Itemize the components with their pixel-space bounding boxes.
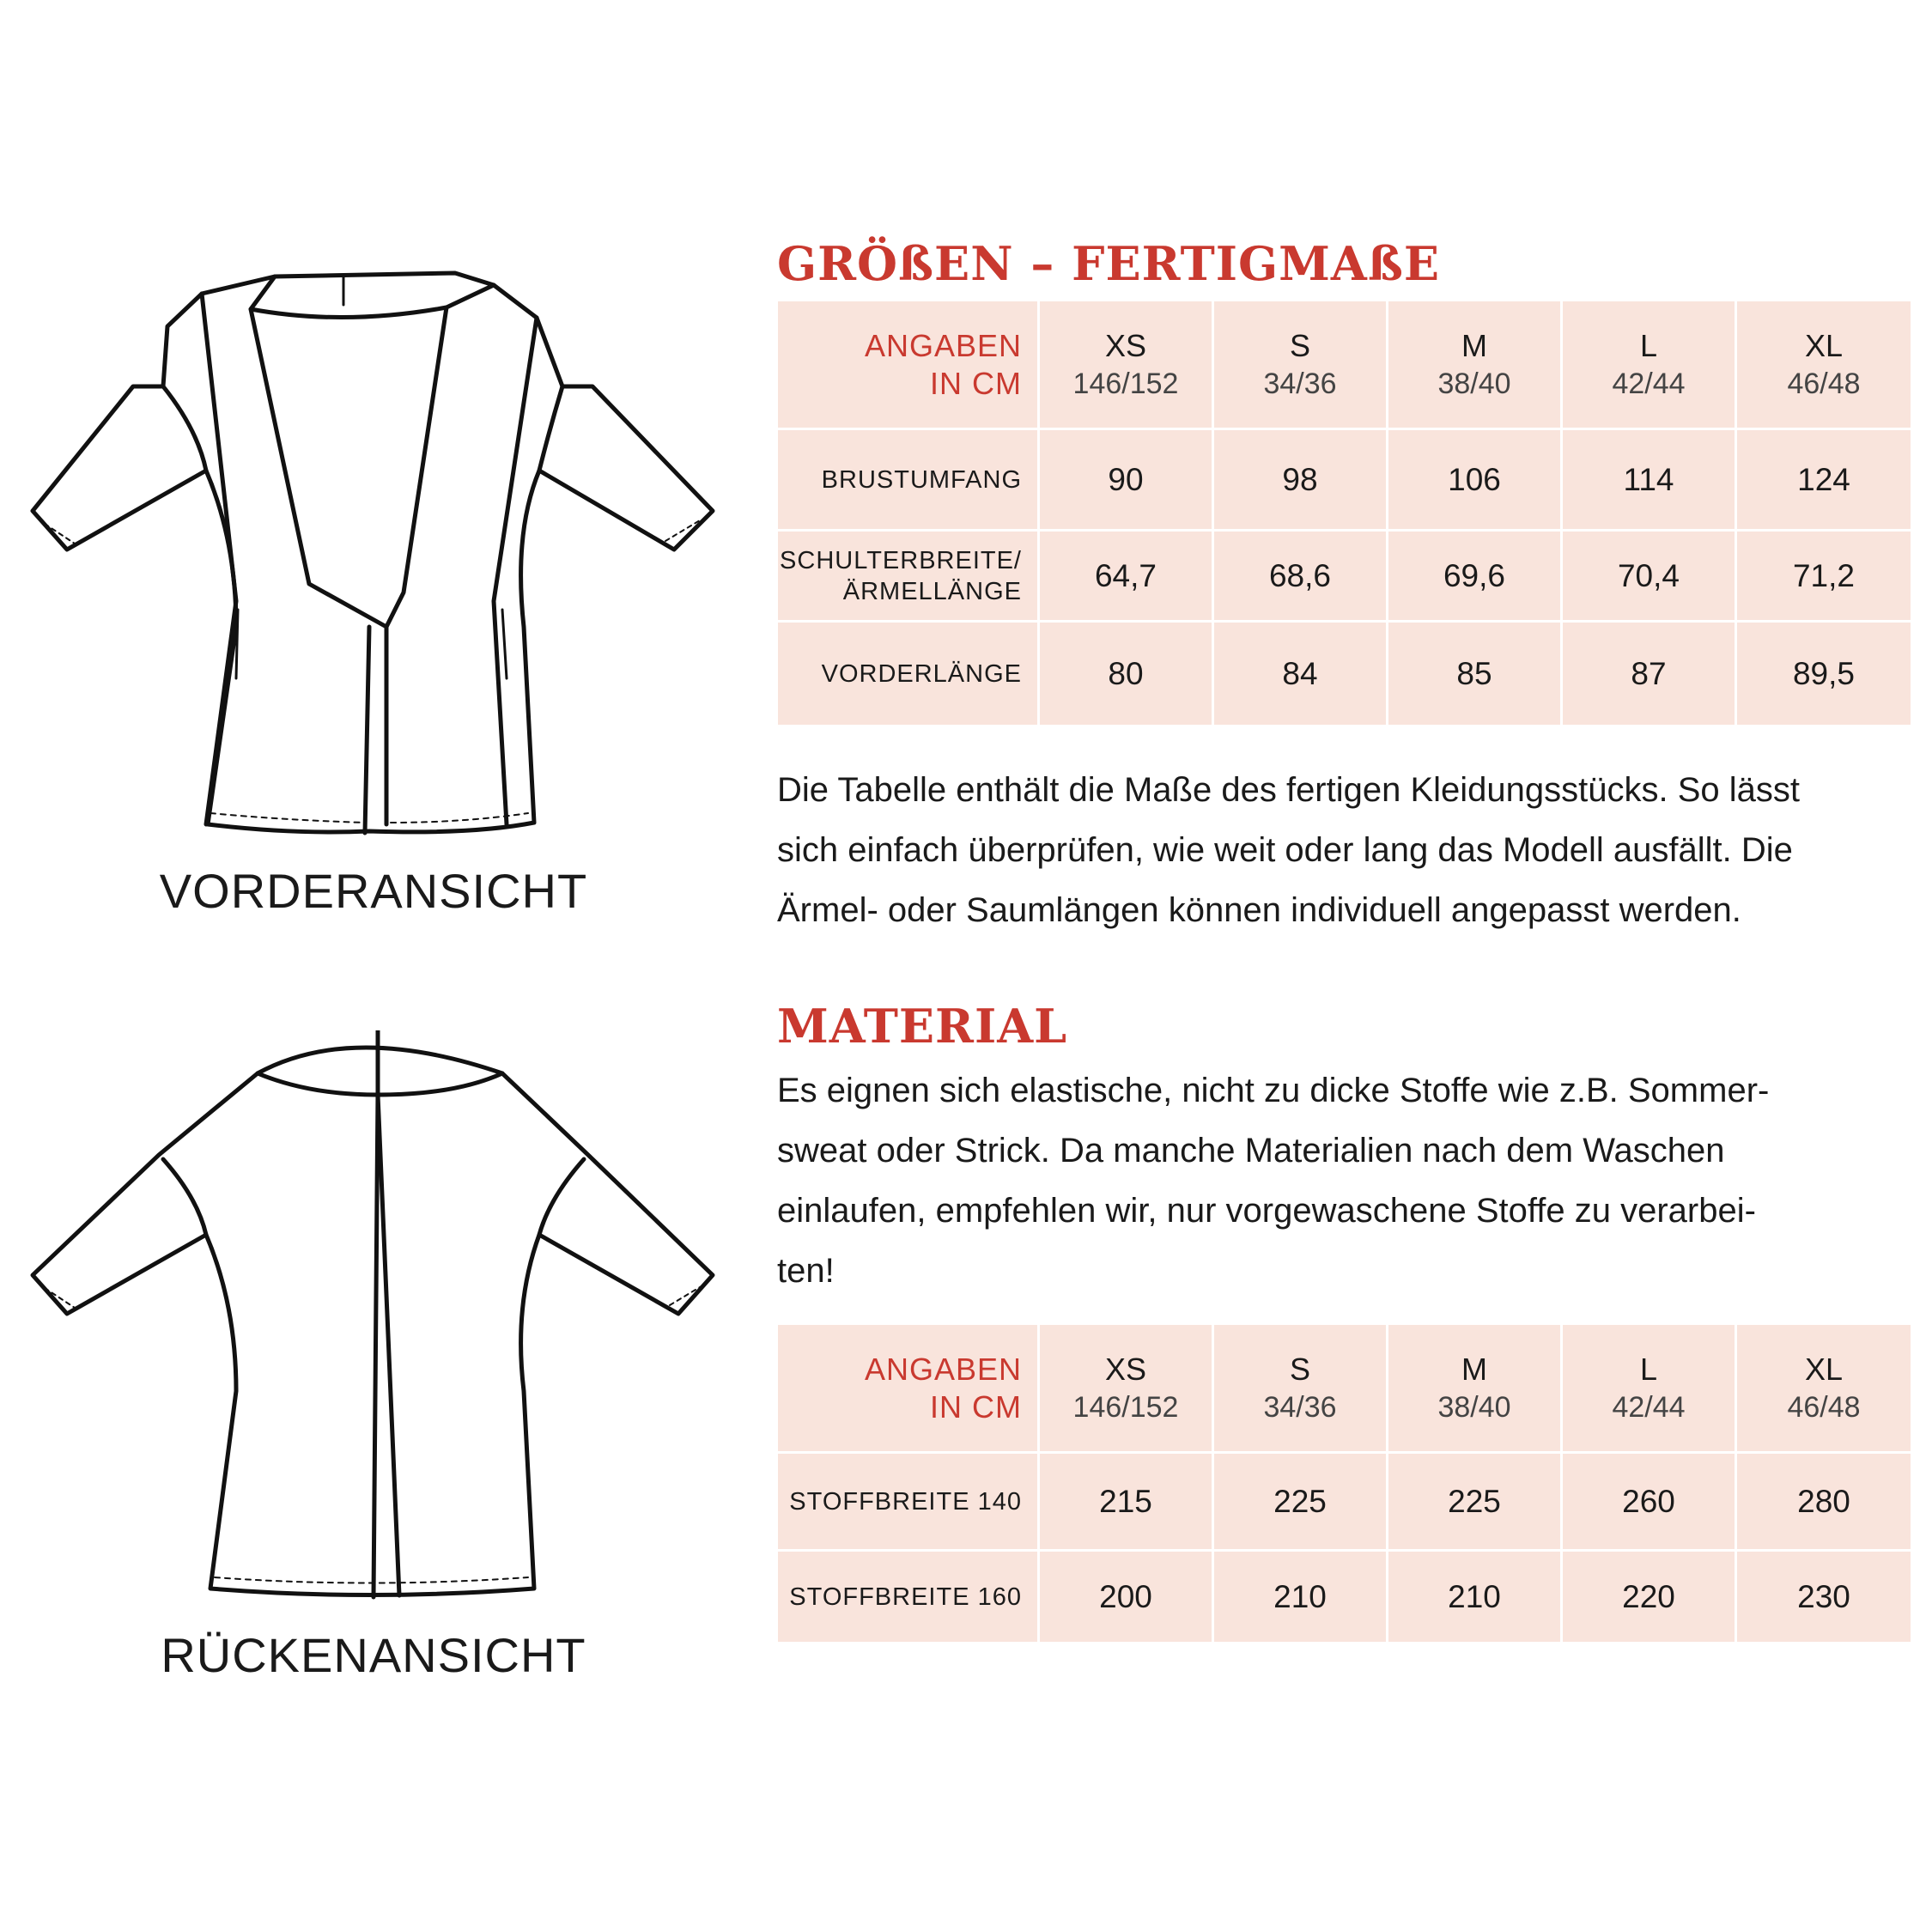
- row-label-line: VORDERLÄNGE: [821, 659, 1022, 688]
- corner-line2: IN CM: [930, 365, 1022, 401]
- table-cell: 90: [1039, 429, 1213, 531]
- table-row: [777, 1453, 1912, 1551]
- size-code: M: [1461, 327, 1487, 363]
- size-column-header: [1562, 1324, 1736, 1453]
- table-cell: 124: [1736, 429, 1912, 531]
- sizes-corner-cell: [777, 301, 1039, 429]
- table-cell: 69,6: [1388, 531, 1562, 622]
- size-range: 146/152: [1072, 1390, 1179, 1424]
- row-label: STOFFBREITE 160: [777, 1551, 1039, 1643]
- size-column-header: [1039, 1324, 1213, 1453]
- material-description: [777, 1060, 1919, 1301]
- row-label: [777, 531, 1039, 622]
- table-row: [777, 622, 1912, 726]
- paragraph-line: sich einfach überprüfen, wie weit oder lang das Modell ausfällt. Die: [777, 831, 1793, 869]
- size-code: XL: [1804, 1351, 1844, 1387]
- table-cell: 89,5: [1736, 622, 1912, 726]
- table-cell: 80: [1039, 622, 1213, 726]
- table-row: [777, 429, 1912, 531]
- row-label-line: BRUSTUMFANG: [821, 465, 1022, 494]
- size-range: 38/40: [1437, 367, 1511, 400]
- sizes-description: [777, 760, 1919, 940]
- size-range: 146/152: [1072, 367, 1179, 400]
- size-column-header: [1039, 301, 1213, 429]
- table-cell: 114: [1562, 429, 1736, 531]
- corner-line1: ANGABEN: [864, 1351, 1022, 1387]
- size-column-header: [1213, 1324, 1388, 1453]
- material-heading: MATERIAL: [777, 999, 1068, 1054]
- size-column-header: [1562, 301, 1736, 429]
- corner-line2: IN CM: [930, 1388, 1022, 1425]
- size-code: XS: [1104, 327, 1147, 363]
- table-cell: 260: [1562, 1453, 1736, 1551]
- material-table: [775, 1322, 1913, 1644]
- row-label: [777, 622, 1039, 726]
- front-neck-back: [251, 307, 447, 318]
- back-hem: [215, 1577, 528, 1583]
- table-cell: 68,6: [1213, 531, 1388, 622]
- size-range: 38/40: [1437, 1390, 1511, 1424]
- row-label-line: SCHULTERBREITE/: [780, 546, 1022, 574]
- table-cell: 215: [1039, 1453, 1213, 1551]
- front-hem-left: [210, 813, 365, 823]
- sizes-heading: GRÖßEN – FERTIGMAßE: [777, 236, 1441, 291]
- table-cell: 200: [1039, 1551, 1213, 1643]
- table-cell: 230: [1736, 1551, 1912, 1643]
- front-pocket-right: [502, 610, 507, 678]
- table-cell: 70,4: [1562, 531, 1736, 622]
- sizes-header-row: [777, 301, 1912, 429]
- back-view-label: RÜCKENANSICHT: [161, 1628, 586, 1682]
- back-sleeve-seam-left: [163, 1159, 206, 1235]
- size-code: L: [1639, 327, 1658, 363]
- paragraph-line: einlaufen, empfehlen wir, nur vorgewaschene Stoffe zu verarbei-: [777, 1192, 1756, 1230]
- table-cell: 64,7: [1039, 531, 1213, 622]
- sizes-table: [775, 299, 1913, 727]
- row-label: STOFFBREITE 140: [777, 1453, 1039, 1551]
- front-collar-left-inner: [202, 294, 236, 824]
- row-label-line: ÄRMELLÄNGE: [842, 577, 1022, 605]
- paragraph-line: Die Tabelle enthält die Maße des fertigen Kleidungsstücks. So lässt: [777, 771, 1801, 809]
- front-sleeve-seam-right: [539, 386, 562, 471]
- back-pleat-left: [374, 1095, 378, 1597]
- front-view-drawing: [26, 266, 730, 850]
- table-cell: 210: [1213, 1551, 1388, 1643]
- paragraph-line: Ärmel- oder Saumlängen können individuell angepasst werden.: [777, 891, 1741, 929]
- front-outline: [33, 273, 713, 832]
- size-code: S: [1289, 1351, 1310, 1387]
- size-range: 46/48: [1787, 1390, 1861, 1424]
- back-view-drawing: [26, 1030, 730, 1614]
- size-code: S: [1289, 327, 1310, 363]
- material-corner-cell: [777, 1324, 1039, 1453]
- table-cell: 210: [1388, 1551, 1562, 1643]
- size-range: 34/36: [1263, 367, 1337, 400]
- front-collar-left: [251, 276, 386, 627]
- size-code: M: [1461, 1351, 1487, 1387]
- paragraph-line: ten!: [777, 1252, 835, 1290]
- paragraph-line: Es eignen sich elastische, nicht zu dicke Stoffe wie z.B. Sommer-: [777, 1072, 1770, 1109]
- table-cell: 225: [1388, 1453, 1562, 1551]
- table-cell: 87: [1562, 622, 1736, 726]
- size-column-header: [1213, 301, 1388, 429]
- paragraph-line: sweat oder Strick. Da manche Materialien nach dem Waschen: [777, 1132, 1725, 1170]
- size-code: XL: [1804, 327, 1844, 363]
- table-cell: 225: [1213, 1453, 1388, 1551]
- size-column-header: [1388, 1324, 1562, 1453]
- table-cell: 98: [1213, 429, 1388, 531]
- size-range: 34/36: [1263, 1390, 1337, 1424]
- front-opening-2: [365, 627, 369, 833]
- size-column-header: [1388, 301, 1562, 429]
- size-range: 46/48: [1787, 367, 1861, 400]
- table-cell: 280: [1736, 1453, 1912, 1551]
- size-code: XS: [1104, 1351, 1147, 1387]
- front-sleeve-seam-left: [163, 386, 206, 471]
- corner-line1: ANGABEN: [864, 327, 1022, 363]
- table-cell: 71,2: [1736, 531, 1912, 622]
- table-cell: 106: [1388, 429, 1562, 531]
- size-range: 42/44: [1612, 367, 1686, 400]
- size-code: L: [1639, 1351, 1658, 1387]
- back-sleeve-seam-right: [539, 1159, 584, 1235]
- front-pocket-left: [236, 610, 238, 678]
- table-row: [777, 1551, 1912, 1643]
- table-cell: 85: [1388, 622, 1562, 726]
- back-pleat-right: [378, 1095, 399, 1595]
- table-row: [777, 531, 1912, 622]
- size-column-header: [1736, 301, 1912, 429]
- front-collar-right: [386, 285, 494, 627]
- material-header-row: [777, 1324, 1912, 1453]
- size-range: 42/44: [1612, 1390, 1686, 1424]
- size-column-header: [1736, 1324, 1912, 1453]
- table-cell: 84: [1213, 622, 1388, 726]
- table-cell: 220: [1562, 1551, 1736, 1643]
- row-label: [777, 429, 1039, 531]
- front-view-label: VORDERANSICHT: [159, 864, 588, 918]
